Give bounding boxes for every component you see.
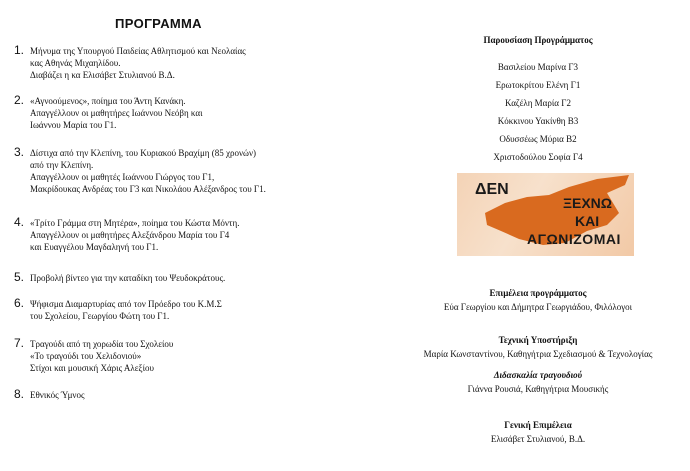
item-line: Ψήφισμα Διαμαρτυρίας από τον Πρόεδρο του Κ.Μ.Σ [30, 299, 222, 309]
credit-heading: Διδασκαλία τραγουδιού [493, 370, 583, 380]
item-line: «Αγνοούμενος», ποίημα του Άντη Κανάκη. [30, 96, 186, 106]
presentation-heading: Παρουσίαση Προγράμματος [483, 35, 593, 45]
logo-text: ΔΕΝ [475, 181, 509, 198]
presenter-name: Ερωτοκρίτου Ελένη Γ1 [495, 80, 581, 90]
credit-text: Γιάννα Ρουσιά, Καθηγήτρια Μουσικής [467, 384, 609, 394]
item-number: 7. [14, 336, 25, 350]
logo-text: ΞΕΧΝΩ [563, 195, 613, 211]
presenter-name: Βασιλείου Μαρίνα Γ3 [497, 62, 579, 72]
item-line: Εθνικός Ύμνος [30, 390, 85, 400]
item-line: Δίστιχα από την Κλεπίνη, του Κυριακού Βραχίμη (85 χρονών) [30, 148, 257, 158]
item-number: 4. [14, 215, 25, 229]
item-number: 2. [14, 93, 25, 107]
item-line: και Ευαγγέλου Μαγδαληνή του Γ1. [30, 242, 159, 252]
item-line: Μακρίδουκας Ανδρέας του Γ3 και Νικολάου Αλέξανδρος του Γ1. [30, 184, 266, 194]
item-line: Απαγγέλλουν οι μαθητήρες Αλεξάνδρου Μαρία του Γ4 [30, 230, 230, 240]
credit-heading: Τεχνική Υποστήριξη [498, 335, 578, 345]
presenter-name: Χριστοδούλου Σοφία Γ4 [493, 152, 583, 162]
presenter-name: Οδυσσέως Μύρια Β2 [499, 134, 577, 144]
item-number: 5. [14, 270, 25, 284]
credit-block [400, 283, 676, 313]
item-line: Προβολή βίντεο για την καταδίκη του Ψευδοκράτους. [30, 273, 226, 283]
item-line: «Το τραγούδι του Χελιδονιού» [30, 351, 142, 361]
item-line: κας Αθηνάς Μιχαηλίδου. [30, 58, 121, 68]
item-line: Τραγούδι από τη χορωδία του Σχολείου [30, 339, 174, 349]
item-line: Ιωάννου Μαρία του Γ1. [30, 120, 117, 130]
credit-heading: Γενική Επιμέλεια [504, 420, 572, 430]
credit-block [400, 415, 676, 445]
item-line: Απαγγέλλουν οι μαθητήρες Ιωάννου Νεόβη και [30, 108, 203, 118]
item-line: Στίχοι και μουσική Χάρις Αλεξίου [30, 363, 154, 373]
credit-text: Ελισάβετ Στυλιανού, Β.Δ. [490, 434, 586, 444]
presenter-name: Καζέλη Μαρία Γ2 [505, 98, 571, 108]
item-number: 1. [14, 43, 25, 57]
credit-block [400, 330, 676, 360]
item-number: 8. [14, 387, 25, 401]
item-line: του Σχολείου, Γεωργίου Φώτη του Γ1. [30, 311, 170, 321]
credit-text: Εύα Γεωργίου και Δήμητρα Γεωργιάδου, Φιλόλογοι [443, 302, 633, 312]
campaign-logo-image [457, 173, 634, 256]
credit-block [400, 365, 676, 395]
item-number: 3. [14, 145, 25, 159]
item-line: Μήνυμα της Υπουργού Παιδείας Αθλητισμού και Νεολαίας [30, 46, 246, 56]
logo-text: ΚΑΙ [575, 213, 600, 229]
presenter-name: Κόκκινου Υακίνθη Β3 [497, 116, 579, 126]
logo-text: ΑΓΩΝΙΖΟΜΑΙ [527, 231, 621, 247]
presentation-section [400, 30, 676, 166]
item-line: «Τρίτο Γράμμα στη Μητέρα», ποίημα του Κώστα Μόντη. [30, 218, 240, 228]
credit-text: Μαρία Κωνσταντίνου, Καθηγήτρια Σχεδιασμού & Τεχνολογίας [423, 349, 653, 359]
item-line: από την Κλεπίνη. [30, 160, 94, 170]
item-line: Διαβάζει η κα Ελισάβετ Στυλιανού Β.Δ. [30, 70, 175, 80]
item-number: 6. [14, 296, 25, 310]
credit-heading: Επιμέλεια προγράμματος [489, 288, 587, 298]
item-line: Απαγγέλλουν οι μαθητές Ιωάννου Γιώργος του Γ1, [30, 172, 215, 182]
page-title: ΠΡΟΓΡΑΜΜΑ [115, 16, 202, 31]
